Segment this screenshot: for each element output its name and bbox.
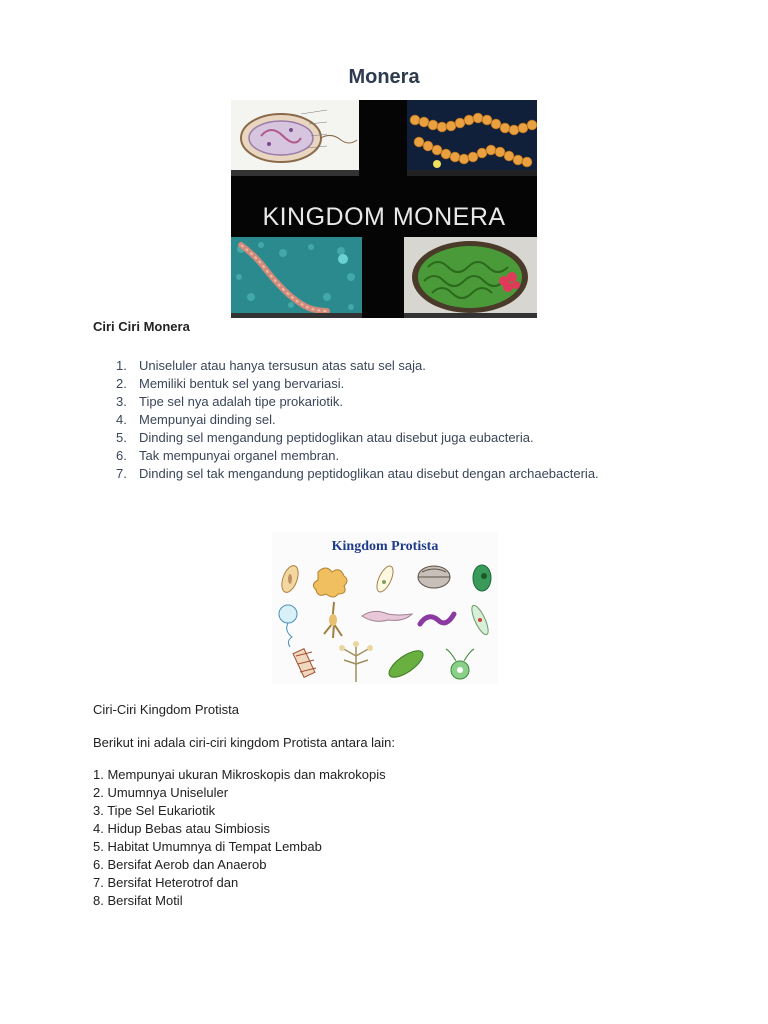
plasmodium-illustration [362,611,412,621]
bacteria-cell-diagram [231,100,359,176]
streptococcus-image [407,100,537,176]
list-item: 3. Tipe sel nya adalah tipe prokariotik. [116,394,344,409]
vorticella-illustration [279,605,297,647]
chlamydomonas-illustration [446,649,474,679]
monera-characteristics-list [116,357,599,483]
page-title: Monera [348,66,420,88]
protista-intro-text: Berikut ini adala ciri-ciri kingdom Protista antara lain: [93,735,396,750]
spirochete-image [231,237,362,318]
list-item: 5. Dinding sel mengandung peptidoglikan atau disebut juga eubacteria. [116,430,534,445]
list-item: 5. Habitat Umumnya di Tempat Lembab [93,839,322,854]
euglena-outline-illustration [374,564,397,594]
list-item: 6. Tak mempunyai organel membran. [116,448,340,463]
list-item: 4. Hidup Bebas atau Simbiosis [93,821,271,836]
list-item: 2. Umumnya Uniseluler [93,785,229,800]
ceratium-illustration [324,602,342,638]
trypanosoma-illustration [420,614,454,624]
kingdom-monera-banner: KINGDOM MONERA [262,203,506,231]
list-item: 7. Dinding sel tak mengandung peptidoglikan atau disebut dengan archaebacteria. [116,466,599,481]
list-item: 7. Bersifat Heterotrof dan [93,875,239,890]
protista-characteristics-heading: Ciri-Ciri Kingdom Protista [93,702,239,717]
euglena-illustration [469,603,492,636]
kingdom-protista-image [272,532,498,684]
list-item: 3. Tipe Sel Eukariotik [93,803,216,818]
volvox-illustration [473,565,491,591]
paramecium-illustration [279,563,302,594]
list-item: 6. Bersifat Aerob dan Anaerob [93,857,267,872]
cyanobacteria-image [404,237,537,318]
list-item: 2. Memiliki bentuk sel yang bervariasi. [116,376,345,391]
list-item: 8. Bersifat Motil [93,893,183,908]
protista-characteristics-list [93,766,386,910]
monera-characteristics-heading: Ciri Ciri Monera [93,319,190,334]
diatom-chain-illustration [293,649,316,678]
protista-image-title: Kingdom Protista [331,539,439,554]
radiolarian-illustration [339,641,373,682]
list-item: 1. Mempunyai ukuran Mikroskopis dan makrokopis [93,767,386,782]
list-item: 4. Mempunyai dinding sel. [116,412,276,427]
green-euglena-illustration [385,646,427,682]
diatom-illustration [418,566,450,588]
kingdom-monera-image [231,100,537,318]
list-item: 1. Uniseluler atau hanya tersusun atas satu sel saja. [116,358,426,373]
amoeba-illustration [313,568,347,597]
